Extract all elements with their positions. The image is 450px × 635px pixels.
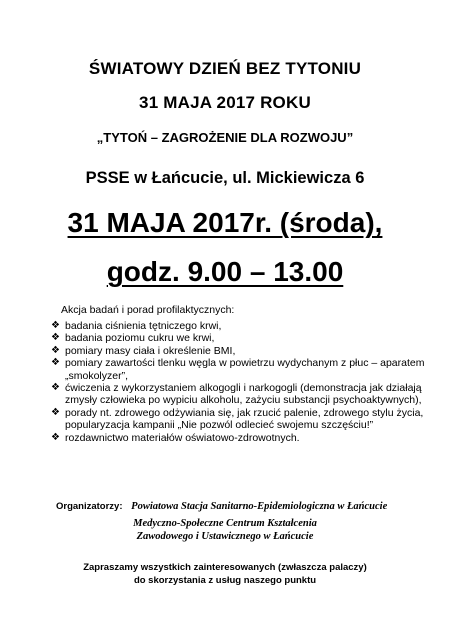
list-item: [51, 407, 431, 432]
invitation-line2: do skorzystania z usług naszego punktu: [133, 575, 317, 586]
organizer-mscks-line2: Zawodowego i Ustawicznego w Łańcucie: [136, 531, 314, 542]
event-location: PSSE w Łańcucie, ul. Mickiewicza 6: [85, 169, 365, 187]
invitation-line1: Zapraszamy wszystkich zainteresowanych (zwłaszcza palaczy): [83, 562, 367, 573]
list-item-text: badania ciśnienia tętniczego krwi,: [65, 320, 222, 332]
diamond-bullet-icon: ❖: [51, 332, 60, 344]
list-item-text: rozdawnictwo materiałów oświatowo-zdrowotnych.: [65, 431, 300, 444]
diamond-bullet-icon: ❖: [51, 382, 60, 394]
list-item-text: ćwiczenia z wykorzystaniem alkogogli i narkogogli (demonstracja jak działają zmysły człowieka po wypiciu alkoholu, zażyciu substancji psychoaktywnych),: [65, 382, 422, 407]
list-item: [51, 432, 431, 444]
actions-list: [51, 320, 431, 444]
event-date: 31 MAJA 2017r. (środa),: [67, 207, 383, 238]
poster-title: ŚWIATOWY DZIEŃ BEZ TYTONIU: [88, 59, 362, 78]
actions-intro: Akcja badań i porad profilaktycznych:: [61, 304, 235, 316]
organizers-row: [56, 501, 387, 512]
list-item: [51, 382, 431, 407]
organizers-label: Organizatorzy:: [56, 501, 123, 512]
list-item: [51, 345, 431, 357]
list-item: [51, 332, 431, 344]
diamond-bullet-icon: ❖: [51, 344, 60, 356]
list-item-text: pomiary masy ciała i określenie BMI,: [65, 344, 236, 357]
list-item-text: porady nt. zdrowego odżywiania się, jak rzucić palenie, zdrowego stylu życia, popularyzacja kampanii „Nie pozwól odlecieć swojemu szczęściu!”: [65, 406, 424, 432]
event-hours: godz. 9.00 – 13.00: [106, 256, 344, 287]
organizer-psse: Powiatowa Stacja Sanitarno-Epidemiologiczna w Łańcucie: [131, 501, 388, 512]
list-item-text: pomiary zawartości tlenku węgla w powietrzu wydychanym z płuc – aparatem „smokolyzer”,: [65, 357, 425, 382]
poster-date-line: 31 MAJA 2017 ROKU: [139, 93, 311, 112]
diamond-bullet-icon: ❖: [51, 406, 60, 418]
list-item-text: badania poziomu cukru we krwi,: [65, 332, 215, 345]
list-item: [51, 357, 431, 382]
list-item: [51, 320, 431, 332]
diamond-bullet-icon: ❖: [51, 320, 60, 331]
poster-slogan: „TYTOŃ – ZAGROŻENIE DLA ROZWOJU”: [96, 130, 354, 145]
diamond-bullet-icon: ❖: [51, 431, 60, 443]
diamond-bullet-icon: ❖: [51, 357, 60, 369]
organizer-mscks-line1: Medyczno-Społeczne Centrum Kształcenia: [133, 518, 317, 529]
